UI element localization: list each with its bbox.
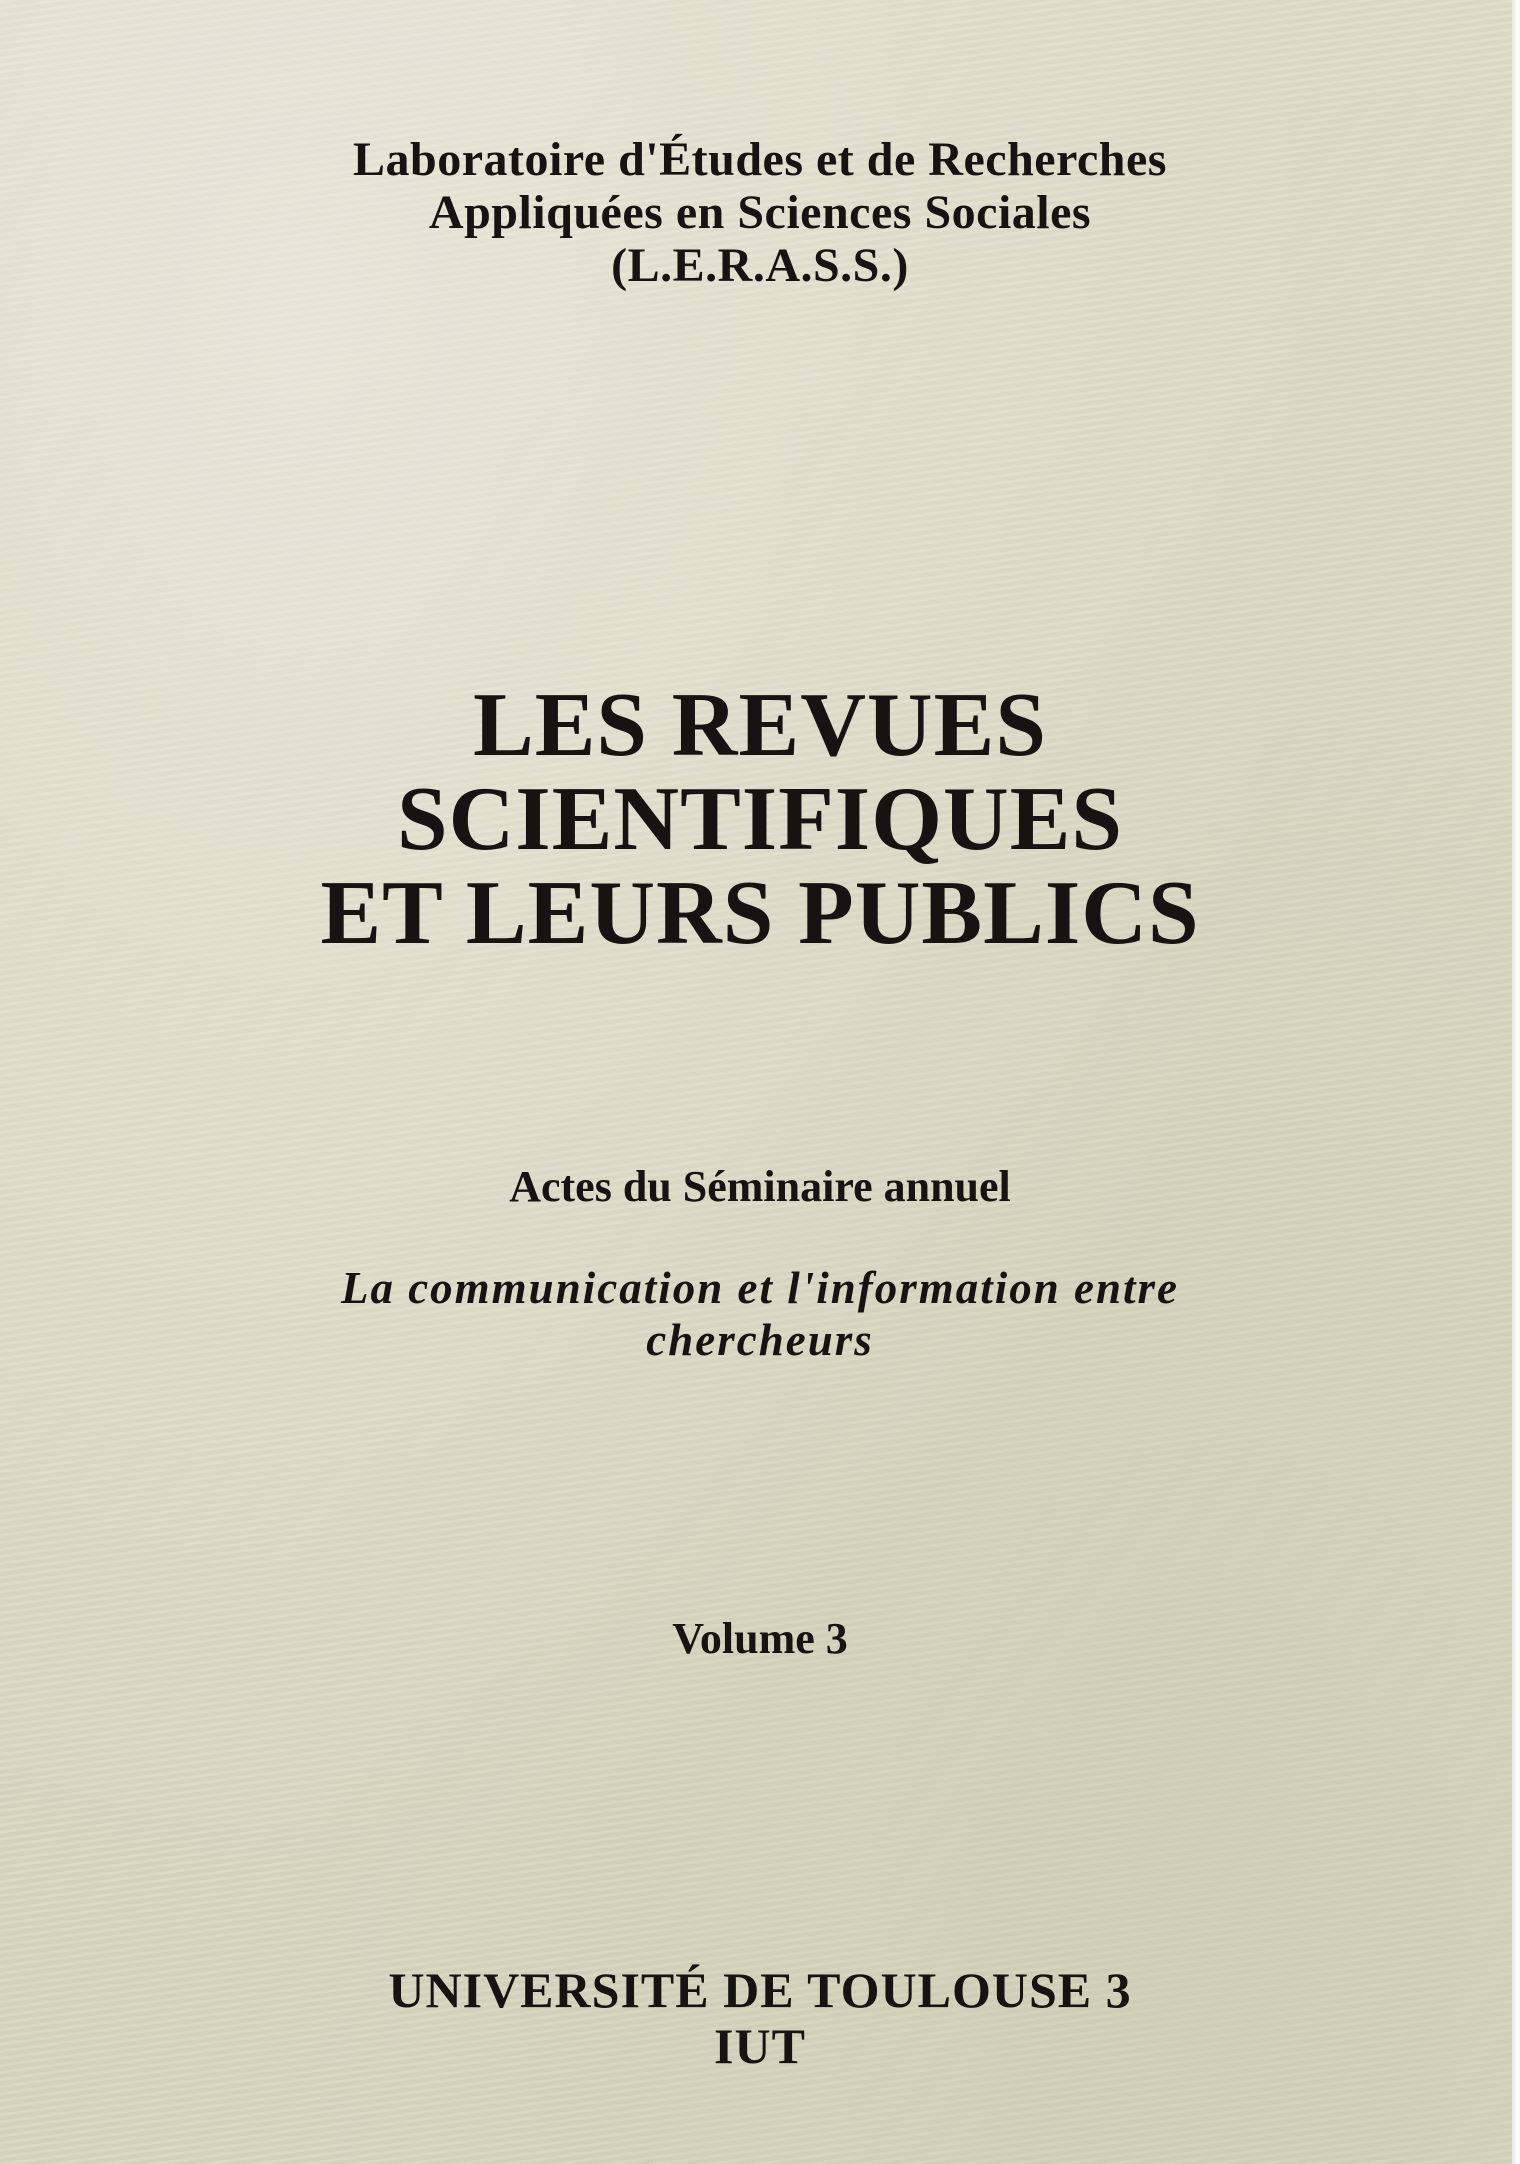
laboratory-acronym: (L.E.R.A.S.S.) [611, 239, 909, 292]
book-title [0, 674, 1520, 963]
volume-label [0, 1614, 1520, 1664]
actes-text: Actes du Séminaire annuel [509, 1162, 1011, 1211]
theme-line-1: La communication et l'information entre [340, 1263, 1180, 1313]
publisher-line-2: IUT [714, 2018, 806, 2074]
theme-line-2: chercheurs [646, 1315, 874, 1365]
seminar-theme [0, 1262, 1520, 1366]
laboratory-name-line-1: Laboratoire d'Études et de Recherches [353, 133, 1167, 186]
title-line-2: SCIENTIFIQUES [396, 768, 1124, 869]
laboratory-header [0, 133, 1520, 292]
title-line-3: ET LEURS PUBLICS [320, 862, 1200, 963]
publisher-line-1: UNIVERSITÉ DE TOULOUSE 3 [388, 1962, 1132, 2018]
page-edge [1512, 0, 1518, 2164]
seminar-proceedings-label [0, 1162, 1520, 1212]
volume-text: Volume 3 [672, 1614, 848, 1663]
title-line-1: LES REVUES [473, 674, 1047, 775]
laboratory-name-line-2: Appliquées en Sciences Sociales [428, 186, 1092, 239]
publisher [0, 1962, 1520, 2074]
